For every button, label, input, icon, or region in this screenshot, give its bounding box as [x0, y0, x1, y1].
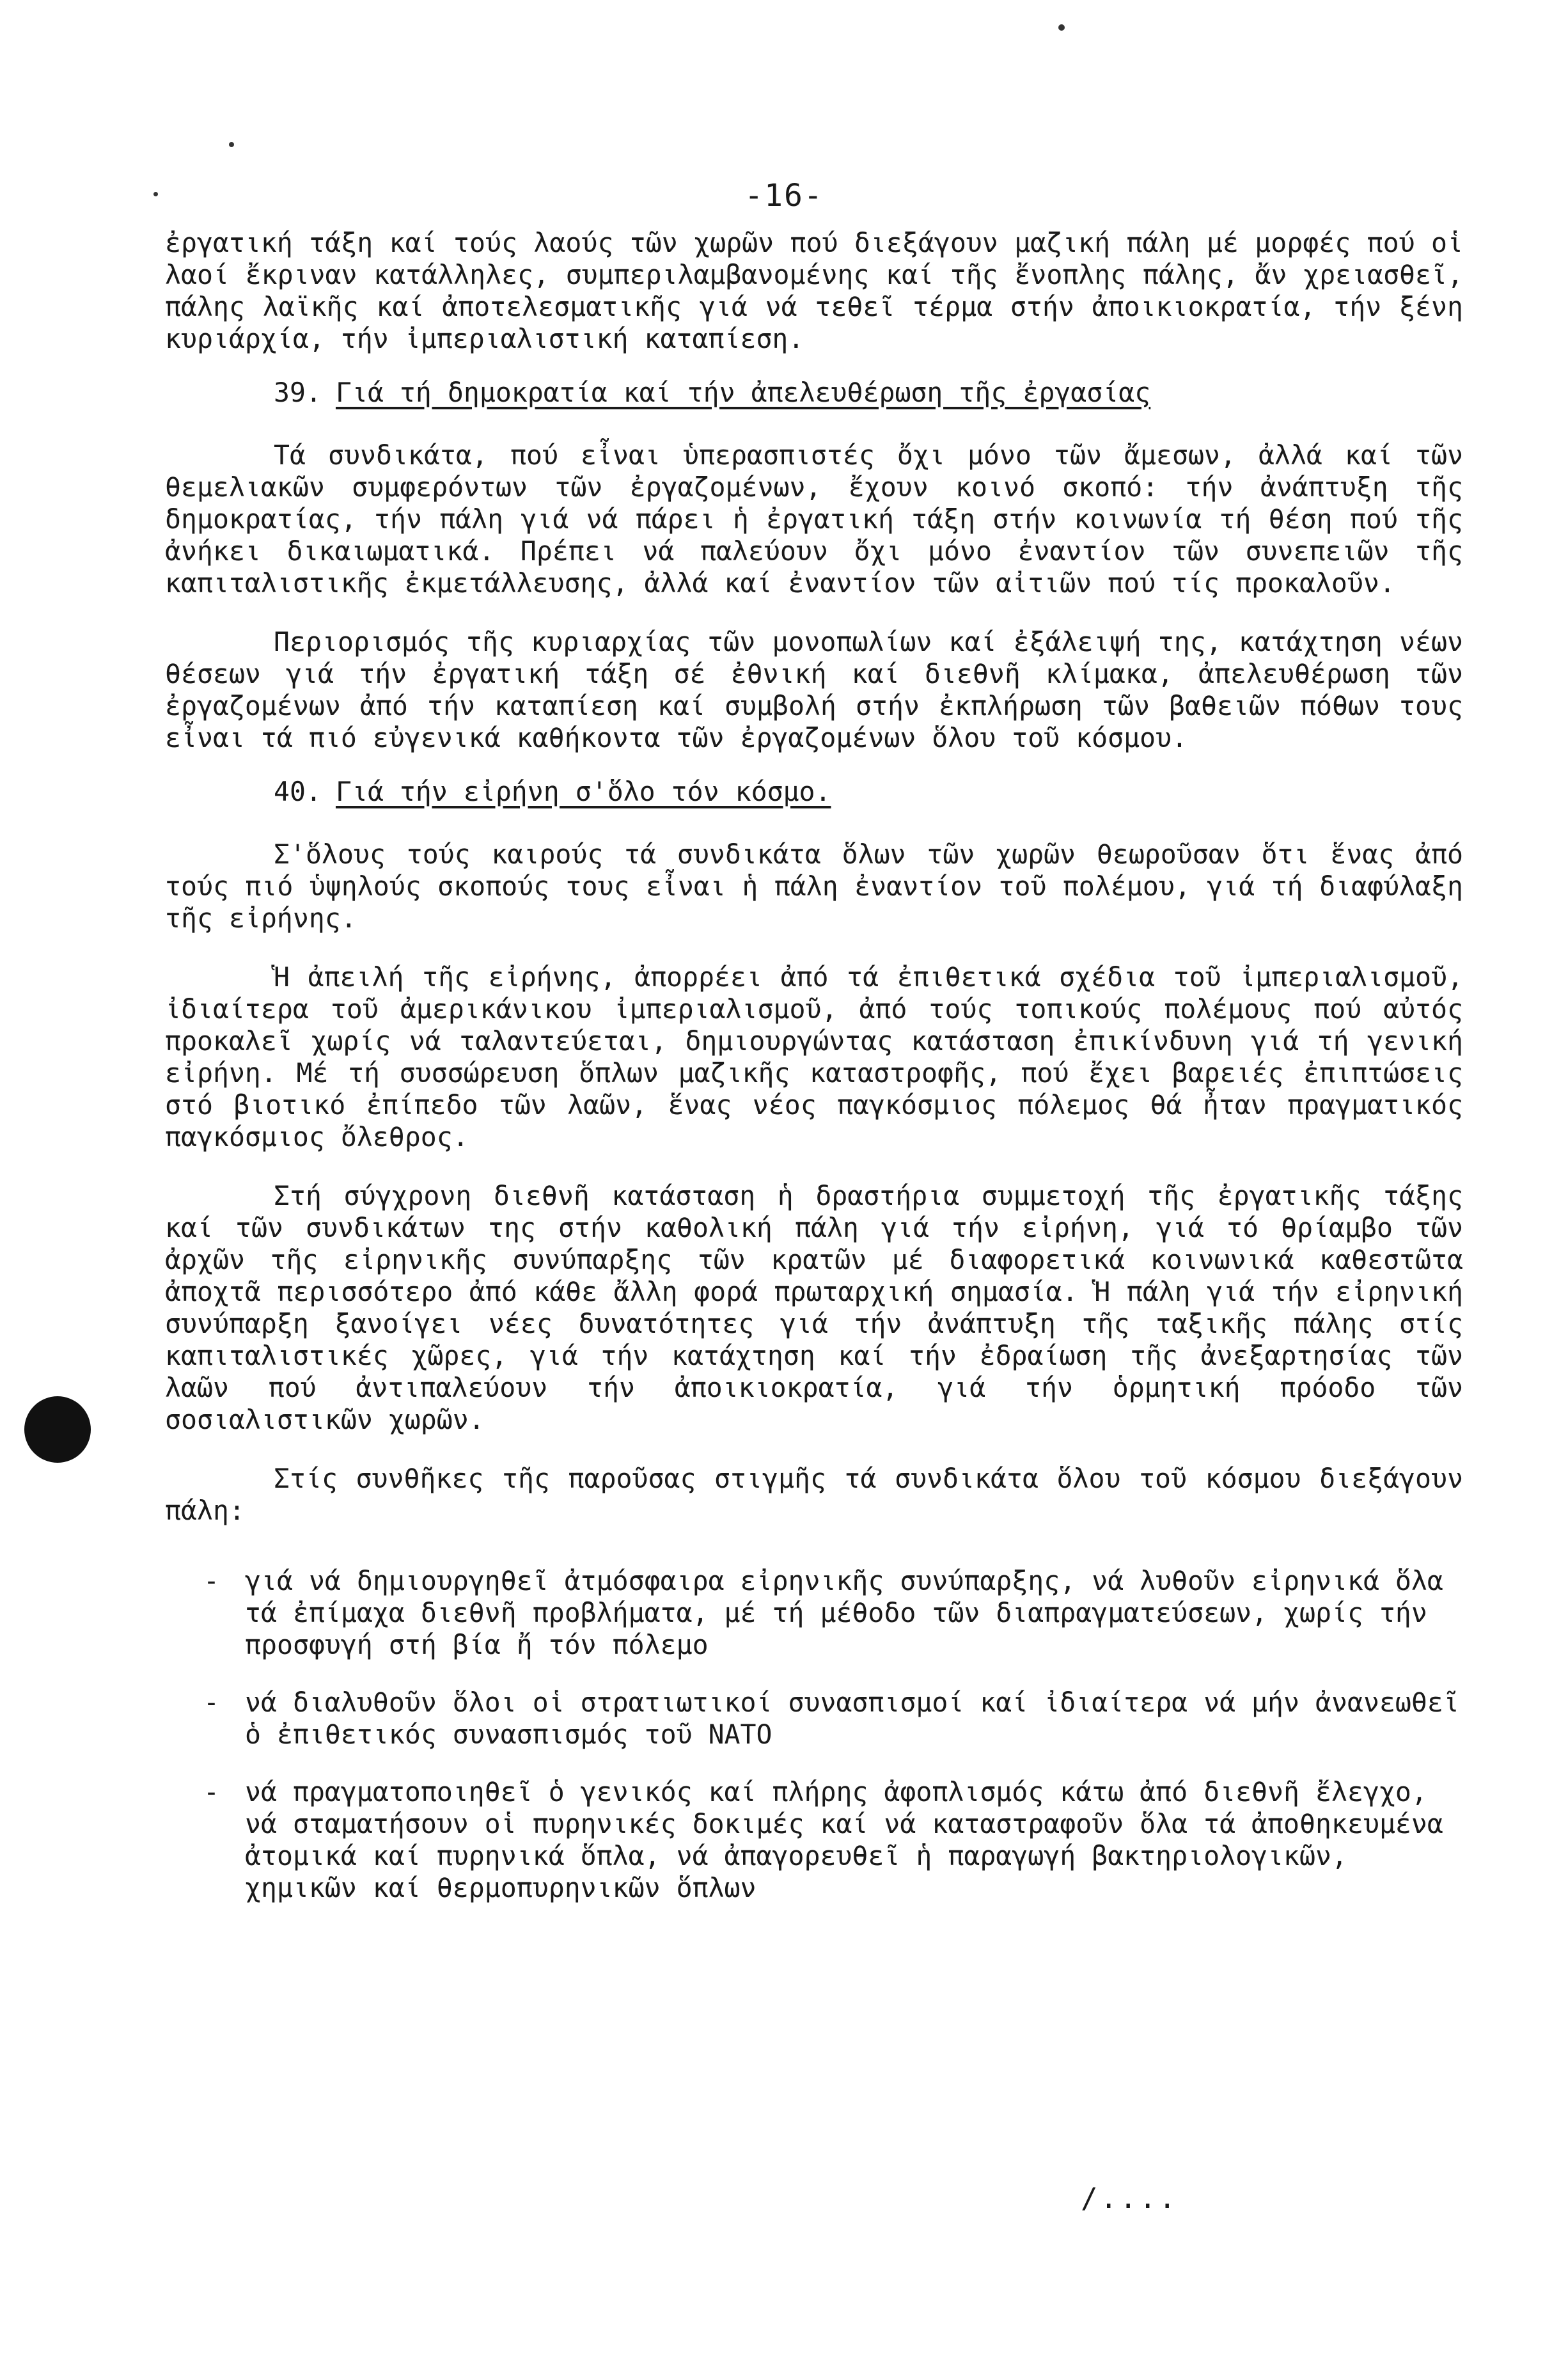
scan-speck: [153, 192, 158, 196]
section-40-paragraph: Ἡ ἀπειλή τῆς εἰρήνης, ἀπορρέει ἀπό τά ἐπιθετικά σχέδια τοῦ ἰμπεριαλισμοῦ, ἰδιαίτερα τοῦ ἀμερικάνικου ἰμπεριαλισμοῦ, ἀπό τούς τοπικούς πολέμους πού αὐτός προκαλεῖ χωρίς νά ταλαντεύεται, δημιουργώντας κατάσταση ἐπικίνδυνη γιά τή γενική εἰρήνη. Μέ τή συσσώρευση ὅπλων μαζικῆς καταστροφῆς, πού ἔχει βαρειές ἐπιπτώσεις στό βιοτικό ἐπίπεδο τῶν λαῶν, ἕνας νέος παγκόσμιος πόλεμος θά ἦταν πραγματικός παγκόσμιος ὄλεθρος.: [165, 961, 1463, 1153]
section-40-number: 40.: [274, 776, 322, 807]
punch-hole-mark: [24, 1396, 91, 1463]
section-40-paragraph: Στή σύγχρονη διεθνῆ κατάσταση ἡ δραστήρια συμμετοχή τῆς ἐργατικῆς τάξης καί τῶν συνδικάτων της στήν καθολική πάλη γιά τήν εἰρήνη, γιά τό θρίαμβο τῶν ἀρχῶν τῆς εἰρηνικῆς συνύπαρξης τῶν κρατῶν μέ διαφορετικά κοινωνικά καθεστῶτα ἀποχτᾶ περισσότερο ἀπό κάθε ἄλλη φορά πρωταρχική σημασία. Ἡ πάλη γιά τήν εἰρηνική συνύπαρξη ξανοίγει νέες δυνατότητες γιά τήν ἀνάπτυξη τῆς ταξικῆς πάλης στίς καπιταλιστικές χῶρες, γιά τήν κατάχτηση καί τήν ἐδραίωση τῆς ἀνεξαρτησίας τῶν λαῶν πού ἀντιπαλεύουν τήν ἀποικιοκρατία, γιά τήν ὁρμητική πρόοδο τῶν σοσιαλιστικῶν χωρῶν.: [165, 1180, 1463, 1435]
section-40-heading: [165, 776, 1463, 808]
list-item-text: νά πραγματοποιηθεῖ ὁ γενικός καί πλήρης ἀφοπλισμός κάτω ἀπό διεθνῆ ἔλεγχο, νά σταματήσουν οἱ πυρηνικές δοκιμές καί νά καταστραφοῦν ὅλα τά ἀποθηκευμένα ἀτομικά καί πυρηνικά ὅπλα, νά ἀπαγορευθεῖ ἡ παραγωγή βακτηριολογικῶν, χημικῶν καί θερμοπυρηνικῶν ὅπλων: [245, 1776, 1443, 1903]
document-body: [165, 227, 1463, 1930]
dash-bullet: -: [203, 1776, 219, 1807]
list-item: [165, 1776, 1463, 1904]
section-39-paragraph: Περιορισμός τῆς κυριαρχίας τῶν μονοπωλίων καί ἐξάλειψή της, κατάχτηση νέων θέσεων γιά τήν ἐργατική τάξη σέ ἐθνική καί διεθνῆ κλίμακα, ἀπελευθέρωση τῶν ἐργαζομένων ἀπό τήν καταπίεση καί συμβολή στήν ἐκπλήρωση τῶν βαθειῶν πόθων τους εἶναι τά πιό εὐγενικά καθήκοντα τῶν ἐργαζομένων ὅλου τοῦ κόσμου.: [165, 626, 1463, 753]
section-40-title: Γιά τήν εἰρήνη σ'ὅλο τόν κόσμο.: [335, 776, 831, 807]
page-number: -16-: [744, 178, 824, 214]
section-39-title: Γιά τή δημοκρατία καί τήν ἀπελευθέρωση τῆς ἐργασίας: [335, 377, 1151, 408]
section-39-paragraph: Τά συνδικάτα, πού εἶναι ὑπερασπιστές ὄχι μόνο τῶν ἄμεσων, ἀλλά καί τῶν θεμελιακῶν συμφερόντων τῶν ἐργαζομένων, ἔχουν κοινό σκοπό: τήν ἀνάπτυξη τῆς δημοκρατίας, τήν πάλη γιά νά πάρει ἡ ἐργατική τάξη στήν κοινωνία τή θέση πού τῆς ἀνήκει δικαιωματικά. Πρέπει νά παλεύουν ὄχι μόνο ἐναντίον τῶν συνεπειῶν τῆς καπιταλιστικῆς ἐκμετάλλευσης, ἀλλά καί ἐναντίον τῶν αἰτιῶν πού τίς προκαλοῦν.: [165, 439, 1463, 599]
list-item: [165, 1565, 1463, 1661]
dash-bullet: -: [203, 1565, 219, 1596]
list-item: [165, 1687, 1463, 1751]
section-40-paragraph: Στίς συνθῆκες τῆς παροῦσας στιγμῆς τά συνδικάτα ὅλου τοῦ κόσμου διεξάγουν πάλη:: [165, 1463, 1463, 1526]
list-item-text: γιά νά δημιουργηθεῖ ἀτμόσφαιρα εἰρηνικῆς συνύπαρξης, νά λυθοῦν εἰρηνικά ὅλα τά ἐπίμαχα διεθνῆ προβλήματα, μέ τή μέθοδο τῶν διαπραγματεύσεων, χωρίς τήν προσφυγή στή βία ἤ τόν πόλεμο: [245, 1565, 1443, 1660]
section-39-number: 39.: [274, 377, 322, 408]
scan-speck: [229, 142, 234, 147]
continuation-mark: /....: [1081, 2182, 1179, 2215]
opening-paragraph: ἐργατική τάξη καί τούς λαούς τῶν χωρῶν πού διεξάγουν μαζική πάλη μέ μορφές πού οἱ λαοί ἔκριναν κατάλληλες, συμπεριλαμβανομένης καί τῆς ἔνοπλης πάλης, ἄν χρειασθεῖ, πάλης λαϊκῆς καί ἀποτελεσματικῆς γιά νά τεθεῖ τέρμα στήν ἀποικιοκρατία, τήν ξένη κυριάρχία, τήν ἰμπεριαλιστική καταπίεση.: [165, 227, 1463, 354]
list-item-text: νά διαλυθοῦν ὅλοι οἱ στρατιωτικοί συνασπισμοί καί ἰδιαίτερα νά μήν ἀνανεωθεῖ ὁ ἐπιθετικός συνασπισμός τοῦ ΝΑΤΟ: [245, 1687, 1459, 1750]
section-40-paragraph: Σ'ὅλους τούς καιρούς τά συνδικάτα ὅλων τῶν χωρῶν θεωροῦσαν ὅτι ἕνας ἀπό τούς πιό ὑψηλούς σκοπούς τους εἶναι ἡ πάλη ἐναντίον τοῦ πολέμου, γιά τή διαφύλαξη τῆς εἰρήνης.: [165, 839, 1463, 934]
scan-speck: [1058, 24, 1065, 31]
demands-list: [165, 1565, 1463, 1904]
section-39-heading: [165, 377, 1463, 409]
dash-bullet: -: [203, 1687, 219, 1718]
